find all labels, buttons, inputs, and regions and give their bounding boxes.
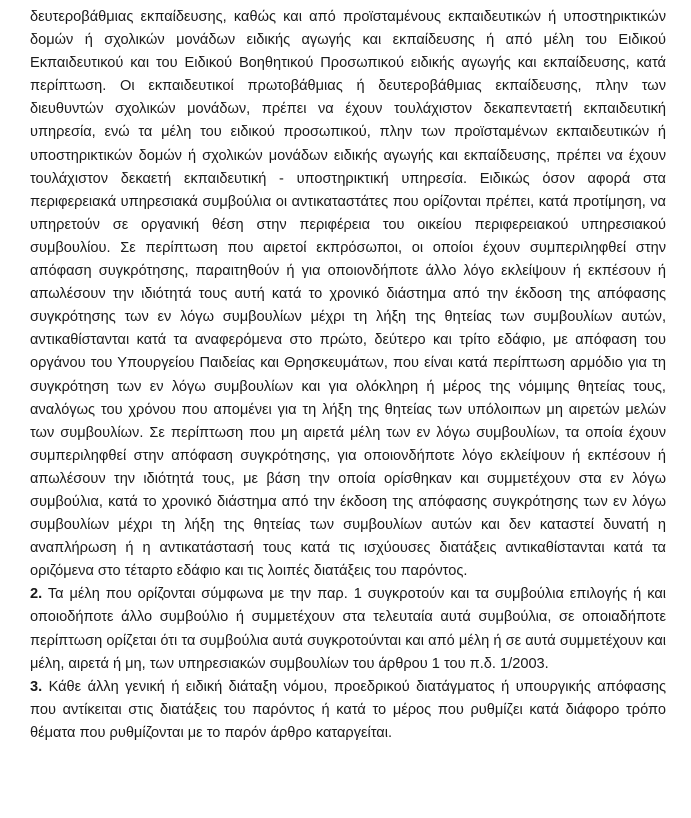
paragraph-3-number: 3.: [30, 678, 43, 695]
paragraph-2: [30, 583, 666, 675]
paragraph-continued: [30, 6, 666, 583]
paragraph-2-text: Τα μέλη που ορίζονται σύμφωνα με την παρ. 1 συγκροτούν και τα συμβούλια επιλογής ή και οποιοδήποτε άλλο συμβούλιο ή συμμετέχουν στα τελευταία αυτά συμβούλια, σε οποιαδήποτε περίπτωση ορίζεται ότι τα συμβούλια αυτά συγκροτούνται και από μέλη ή σε αυτά συμμετέχουν και μέλη, αιρετά ή μη, των υπηρεσιακών συμβουλίων του άρθρου 1 του π.δ. 1/2003.: [30, 586, 666, 672]
document-page: [30, 6, 666, 745]
paragraph-3-text: Κάθε άλλη γενική ή ειδική διάταξη νόμου, προεδρικού διατάγματος ή υπουργικής απόφασης που αντίκειται στις διατάξεις του παρόντος ή κατά το μέρος που ρυθμίζει κατά διάφορο τρόπο θέματα που ρυθμίζονται με το παρόν άρθρο καταργείται.: [30, 678, 666, 741]
paragraph-3: [30, 676, 666, 745]
paragraph-1-text: δευτεροβάθμιας εκπαίδευσης, καθώς και από προϊσταμένους εκπαιδευτικών ή υποστηρικτικών δομών ή σχολικών μονάδων ειδικής αγωγής και εκπαίδευσης ή από μέλη του Ειδικού Εκπαιδευτικού και του Ειδικού Βοηθητικού Προσωπικού ειδικής αγωγής και εκπαίδευσης, κατά περίπτωση. Οι εκπαιδευτικοί πρωτοβάθμιας ή δευτεροβάθμιας εκπαίδευσης, πλην των διευθυντών σχολικών μονάδων, πρέπει να έχουν τουλάχιστον δεκαπενταετή εκπαιδευτική υπηρεσία, ενώ τα μέλη του ειδικού προσωπικού, πλην των προϊσταμένων εκπαιδευτικών ή υποστηρικτικών δομών ή σχολικών μονάδων ειδικής αγωγής και εκπαίδευσης, πρέπει να έχουν τουλάχιστον δεκαετή εκπαιδευτική - υποστηρικτική υπηρεσία. Ειδικώς όσον αφορά στα περιφερειακά υπηρεσιακά συμβούλια οι αντικαταστάτες που ορίζονται πρέπει, κατά προτίμηση, να υπηρετούν σε οργανική θέση στην περιφέρεια του οικείου περιφερειακού υπηρεσιακού συμβουλίου. Σε περίπτωση που αιρετοί εκπρόσωποι, οι οποίοι έχουν συμπεριληφθεί στην απόφαση συγκρότησης, παραιτηθούν ή για οποιονδήποτε άλλο λόγο εκλείψουν ή εκπέσουν ή απωλέσουν την ιδιότητά τους αυτή κατά το χρονικό διάστημα από την έκδοση της απόφασης συγκρότησης των εν λόγω συμβουλίων μέχρι τη λήξη της θητείας των συμβουλίων αυτών, αντικαθίστανται κατά τα αναφερόμενα στο πρώτο, δεύτερο και τρίτο εδάφιο, με απόφαση του οργάνου του Υπουργείου Παιδείας και Θρησκευμάτων, που είναι κατά περίπτωση αρμόδιο για τη συγκρότηση των εν λόγω συμβουλίων και για ολόκληρη ή μέρος της νόμιμης θητείας τους, αναλόγως του χρόνου που απομένει για τη λήξη της θητείας των υπόλοιπων μη αιρετών μελών των συμβουλίων. Σε περίπτωση που μη αιρετά μέλη των εν λόγω συμβουλίων, τα οποία έχουν συμπεριληφθεί στην απόφαση συγκρότησης, για οποιονδήποτε λόγο εκλείψουν ή εκπέσουν ή απωλέσουν την ιδιότητά τους, με βάση την οποία ορίσθηκαν και συμμετέχουν στα εν λόγω συμβούλια, κατά το χρονικό διάστημα από την έκδοση της απόφασης συγκρότησης των εν λόγω συμβουλίων μέχρι τη λήξη της θητείας των συμβουλίων αυτών και δεν καταστεί δυνατή η αναπλήρωση ή η αντικατάστασή τους κατά τις ισχύουσες διατάξεις αντικαθίστανται κατά τα οριζόμενα στο τέταρτο εδάφιο και τις λοιπές διατάξεις του παρόντος.: [30, 9, 666, 580]
paragraph-2-number: 2.: [30, 586, 43, 603]
